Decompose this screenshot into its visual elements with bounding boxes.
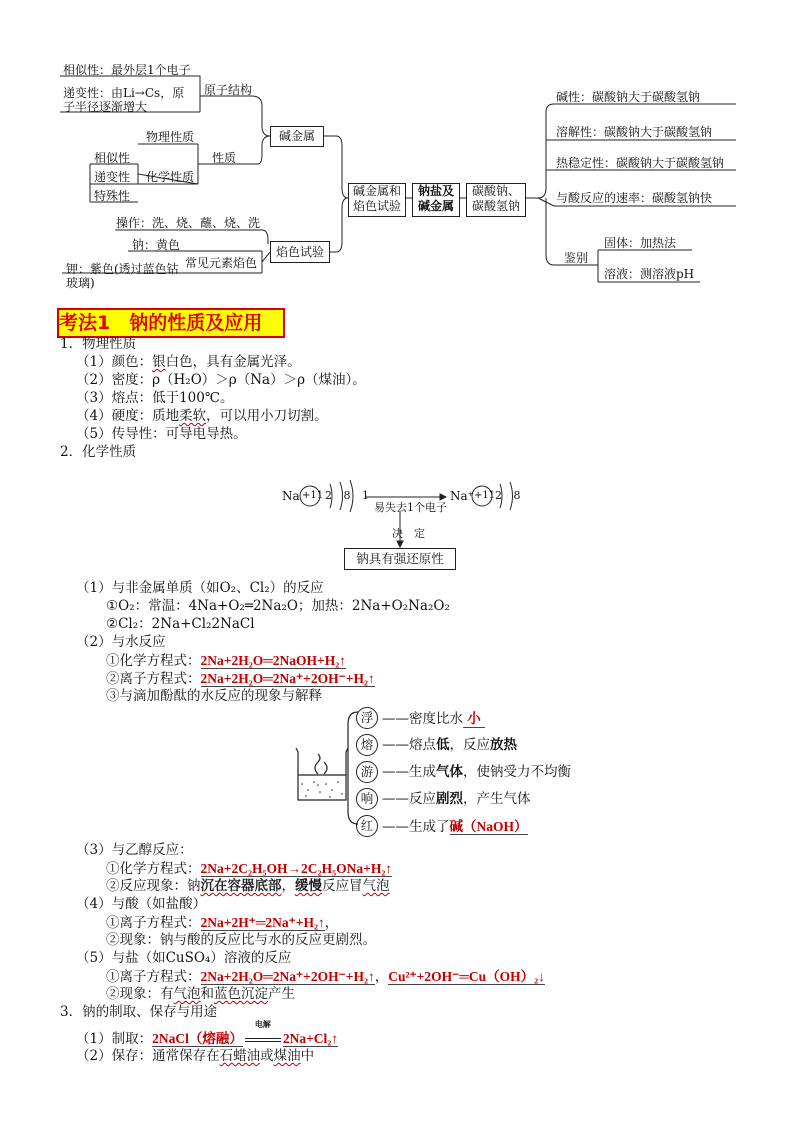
physical-label: 物理性质 [146,130,195,144]
float-desc [382,710,485,728]
eth-obs-c: ， [281,878,295,894]
identify-label: 鉴别 [564,251,589,265]
salt-ion-line [106,968,545,986]
melt-desc-c: ，反应 [449,737,490,753]
melt-circle: 熔 [356,734,378,756]
salt-ion-eq2: Cu²⁺+2OH⁻═Cu（OH）₂↓ [388,969,545,984]
prep-condition: 电解 [254,1019,271,1029]
red-circle: 红 [356,815,378,837]
hard-key: 柔软 [179,408,207,424]
prep-left: 2NaCl（熔融） [152,1031,243,1046]
similarity-text: 相似性：最外层1个电子 [63,63,191,77]
solid-text: 固体：加热法 [604,236,677,250]
section2-title: 2．化学性质 [60,444,137,460]
prep-arrow [243,1019,283,1048]
red-desc-a: ——生成了 [382,819,450,835]
operation-text: 操作：洗、烧、蘸、烧、洗 [116,216,261,230]
melt-desc-d: 放热 [490,737,517,753]
atom-symbol: Na [282,489,300,503]
store-e: 中 [300,1048,315,1064]
hard-prefix: （4）硬度：质地 [76,408,180,424]
melting-line: （3）熔点：低于100℃。 [76,390,234,406]
potassium-color-text-2: 玻璃) [66,276,95,290]
eth-obs-f: 气泡 [362,878,390,894]
swim-desc-c: ，使钠受力不均衡 [463,764,571,780]
salt-obs-c: 和 [200,986,214,1002]
na-salt-line-1: 钠盐及 [417,184,454,198]
ion-symbol: Na⁺ [450,489,474,503]
section-heading: 考法1 钠的性质及应用 [57,308,285,338]
prep-right: 2Na+Cl₂↑ [282,1031,339,1046]
water-line: （2）与水反应 [76,634,166,650]
color-key: 银 [152,354,166,370]
gradient-label: 递变性 [94,170,131,184]
hard-rest: ，可以用小刀切割。 [206,408,328,424]
acid-rate-text: 与酸反应的速率：碳酸氢钠快 [556,191,713,205]
o2-line: ①O₂：常温：4Na+O₂═2Na₂O；加热：2Na+O₂Na₂O₂ [106,598,450,614]
density-line: （2）密度：ρ（H₂O）＞ρ（Na）＞ρ（煤油）。 [76,372,366,388]
salt-ion-eq1: 2Na+2H₂O═2Na⁺+2OH⁻+H₂↑ [200,969,375,984]
eth-chem-eq: 2Na+2C₂H₅OH→2C₂H₅ONa+H₂↑ [200,861,393,876]
acid-ion-label: ①离子方程式： [106,915,201,931]
water-ion-eq: 2Na+2H₂O═2Na⁺+2OH⁻+H₂↑ [200,671,375,686]
atom-nucleus: +11 [302,490,324,501]
eth-obs-b: 沉在容器底部 [200,878,282,894]
store-b: 石蜡油 [219,1048,261,1064]
ion-shells: 2 8 [495,489,525,502]
swim-desc-b: 气体 [436,764,463,780]
acid-ion-line [106,914,338,932]
melt-desc-a: ——熔点 [382,737,436,753]
salt-ion-label: ①离子方程式： [106,969,201,985]
store-a: （2）保存：通常保存在 [76,1048,220,1064]
na-salt-line-2: 碱金属 [417,199,454,213]
eth-chem-line [106,860,392,878]
swim-circle: 游 [356,761,378,783]
color-prefix: （1）颜色： [76,354,153,370]
salt-obs-a: ②现象：有 [106,986,174,1002]
atom-shells: 2 8 1 [325,489,373,502]
float-desc-b: 小 [463,710,485,728]
salt-obs-line [106,986,295,1003]
similarity-label: 相似性 [94,151,131,165]
acid-ion-end: ， [324,915,339,931]
water-ion-label: ②离子方程式： [106,671,201,687]
sound-desc-c: ，产生气体 [463,791,531,807]
store-c: 或 [260,1048,274,1064]
ethanol-line: （3）与乙醇反应： [76,842,193,858]
sound-desc [382,791,531,808]
swim-desc [382,764,571,781]
thermal-text: 热稳定性：碳酸钠大于碳酸氢钠 [556,156,725,170]
prep-label: （1）制取： [76,1031,153,1047]
store-line [76,1048,314,1065]
water-chem-eq: 2Na+2H₂O═2NaOH+H₂↑ [200,653,347,668]
acid-ion-eq: 2Na+2H⁺═2Na⁺+H₂↑ [200,915,325,930]
sound-desc-a: ——反应 [382,791,436,807]
salt-obs-e: 产生 [268,986,295,1002]
red-desc-b: 碱（NaOH） [449,819,528,834]
atomic-structure-label: 原子结构 [204,83,253,97]
properties-label: 性质 [212,151,237,165]
center-line-2: 焰色试验 [352,199,401,213]
acid-line: （4）与酸（如盐酸） [76,896,207,912]
solubility-text: 溶解性：碳酸钠大于碳酸氢钠 [556,125,713,139]
flame-test-box: 焰色试验 [270,241,330,263]
salt-sep: ， [374,969,389,985]
water-chem-label: ①化学方程式： [106,653,201,669]
gradient-text-1: 递变性：由Li→Cs，原 [63,86,185,100]
salt-obs-d: 蓝色沉淀 [214,986,268,1002]
common-colors-label: 常见元素焰色 [185,256,258,270]
ion-nucleus: +11 [474,490,496,501]
acid-obs-line: ②现象：钠与酸的反应比与水的反应更剧烈。 [106,932,376,948]
float-circle: 浮 [356,707,378,729]
gradient-text-2: 子半径逐渐增大 [63,100,148,114]
nonmetal-line: （1）与非金属单质（如O₂、Cl₂）的反应 [76,580,324,596]
carbonate-line-1: 碳酸钠、 [471,184,520,198]
section3-title: 3．钠的制取、保存与用途 [60,1004,218,1020]
cl2-line: ②Cl₂：2Na+Cl₂2NaCl [106,616,255,632]
sound-desc-b: 剧烈 [436,791,463,807]
potassium-color-text-1: 钾：紫色(透过蓝色钴 [66,262,179,276]
basicity-text: 碱性：碳酸钠大于碳酸氢钠 [556,90,701,104]
eth-obs-a: ②反应现象：钠 [106,878,201,894]
eth-obs-line [106,878,390,895]
float-desc-a: ——密度比水 [382,711,463,727]
solution-text: 溶液：测溶液pH [604,267,695,281]
chemical-label: 化学性质 [146,170,195,184]
carbonate-line-2: 碳酸氢钠 [471,199,520,213]
sound-circle: 响 [356,788,378,810]
special-label: 特殊性 [94,189,131,203]
eth-obs-e: 反应冒 [322,878,363,894]
conduct-line: （5）传导性：可导电导热。 [76,426,247,442]
phenol-line: ③与滴加酚酞的水反应的现象与解释 [106,688,322,704]
decide-text: 决 定 [392,527,425,540]
melt-desc-b: 低 [436,737,450,753]
eth-chem-label: ①化学方程式： [106,861,201,877]
red-desc [382,818,528,836]
store-d: 煤油 [273,1048,301,1064]
conclusion-box: 钠具有强还原性 [344,548,456,570]
swim-desc-a: ——生成 [382,764,436,780]
alkali-metal-box: 碱金属 [270,126,324,147]
lose-electron-text: 易失去1个电子 [374,501,447,514]
section1-title: 1．物理性质 [60,336,137,352]
center-line-1: 碱金属和 [352,184,401,198]
color-rest: 白色，具有金属光泽。 [165,354,301,370]
prep-line [76,1019,339,1048]
eth-obs-d: 缓慢 [295,878,322,894]
salt-line: （5）与盐（如CuSO₄）溶液的反应 [76,950,292,966]
salt-obs-b: 气泡 [173,986,201,1002]
melt-desc [382,737,517,754]
sodium-color-text: 钠：黄色 [132,238,181,252]
